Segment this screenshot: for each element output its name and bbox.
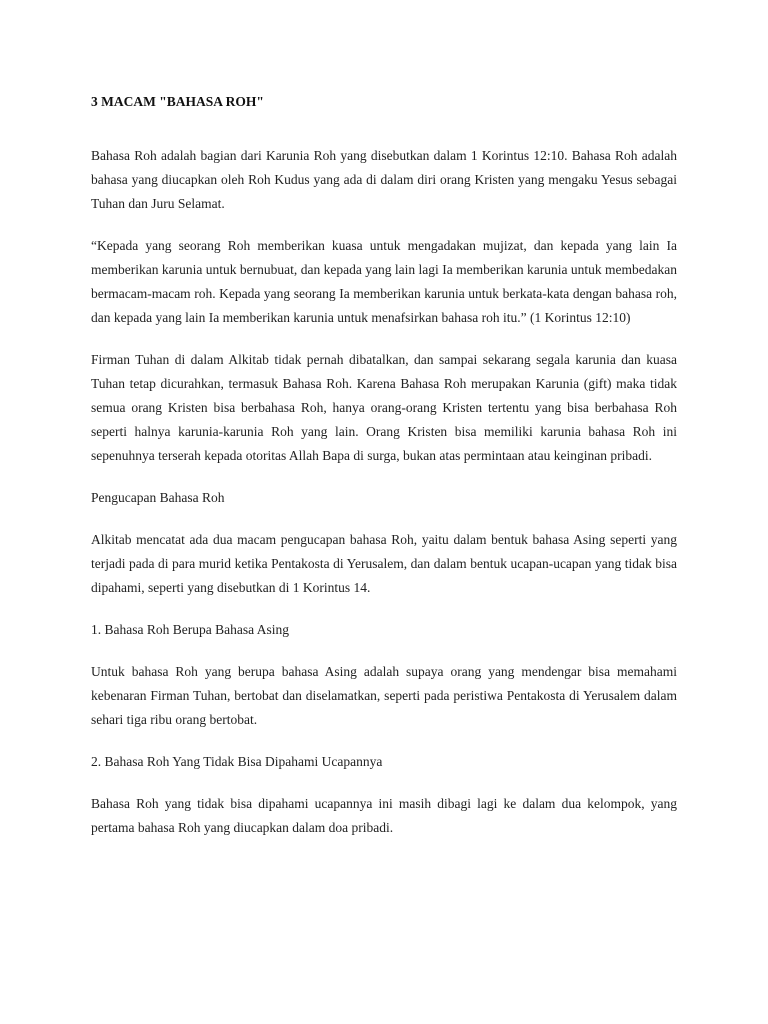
document-title: 3 MACAM "BAHASA ROH" [91, 94, 264, 109]
section-heading-bahasa-asing: 1. Bahasa Roh Berupa Bahasa Asing [91, 622, 289, 637]
paragraph-intro: Bahasa Roh adalah bagian dari Karunia Roh yang disebutkan dalam 1 Korintus 12:10. Bahasa Roh adalah bahasa yang diucapkan oleh Roh Kudus yang ada di dalam diri orang Kristen yang mengaku Yesus sebagai Tuhan dan Juru Selamat. [91, 148, 677, 211]
paragraph-firman: Firman Tuhan di dalam Alkitab tidak pernah dibatalkan, dan sampai sekarang segala karunia dan kuasa Tuhan tetap dicurahkan, termasuk Bahasa Roh. Karena Bahasa Roh merupakan Karunia (gift) maka tidak semua orang Kristen bisa berbahasa Roh, hanya orang-orang Kristen tertentu yang bisa berbahasa Roh seperti halnya karunia-karunia Roh yang lain. Orang Kristen bisa memiliki karunia bahasa Roh ini sepenuhnya terserah kepada otoritas Allah Bapa di surga, bukan atas permintaan atau keinginan pribadi. [91, 352, 677, 463]
document-page [91, 92, 677, 858]
paragraph-quote: “Kepada yang seorang Roh memberikan kuasa untuk mengadakan mujizat, dan kepada yang lain Ia memberikan karunia untuk bernubuat, dan kepada yang lain lagi Ia memberikan karunia untuk membedakan bermacam-macam roh. Kepada yang seorang Ia memberikan karunia untuk berkata-kata dengan bahasa roh, dan kepada yang lain Ia memberikan karunia untuk menafsirkan bahasa roh itu.” (1 Korintus 12:10) [91, 238, 677, 325]
paragraph-pengucapan: Alkitab mencatat ada dua macam pengucapan bahasa Roh, yaitu dalam bentuk bahasa Asing seperti yang terjadi pada di para murid ketika Pentakosta di Yerusalem, dan dalam bentuk ucapan-ucapan yang tidak bisa dipahami, seperti yang disebutkan di 1 Korintus 14. [91, 532, 677, 595]
section-heading-tidak-dipahami: 2. Bahasa Roh Yang Tidak Bisa Dipahami Ucapannya [91, 754, 383, 769]
section-heading-pengucapan: Pengucapan Bahasa Roh [91, 490, 225, 505]
paragraph-bahasa-asing: Untuk bahasa Roh yang berupa bahasa Asing adalah supaya orang yang mendengar bisa memahami kebenaran Firman Tuhan, bertobat dan diselamatkan, seperti pada peristiwa Pentakosta di Yerusalem dalam sehari tiga ribu orang bertobat. [91, 664, 677, 727]
paragraph-tidak-dipahami: Bahasa Roh yang tidak bisa dipahami ucapannya ini masih dibagi lagi ke dalam dua kelompok, yang pertama bahasa Roh yang diucapkan dalam doa pribadi. [91, 796, 677, 835]
